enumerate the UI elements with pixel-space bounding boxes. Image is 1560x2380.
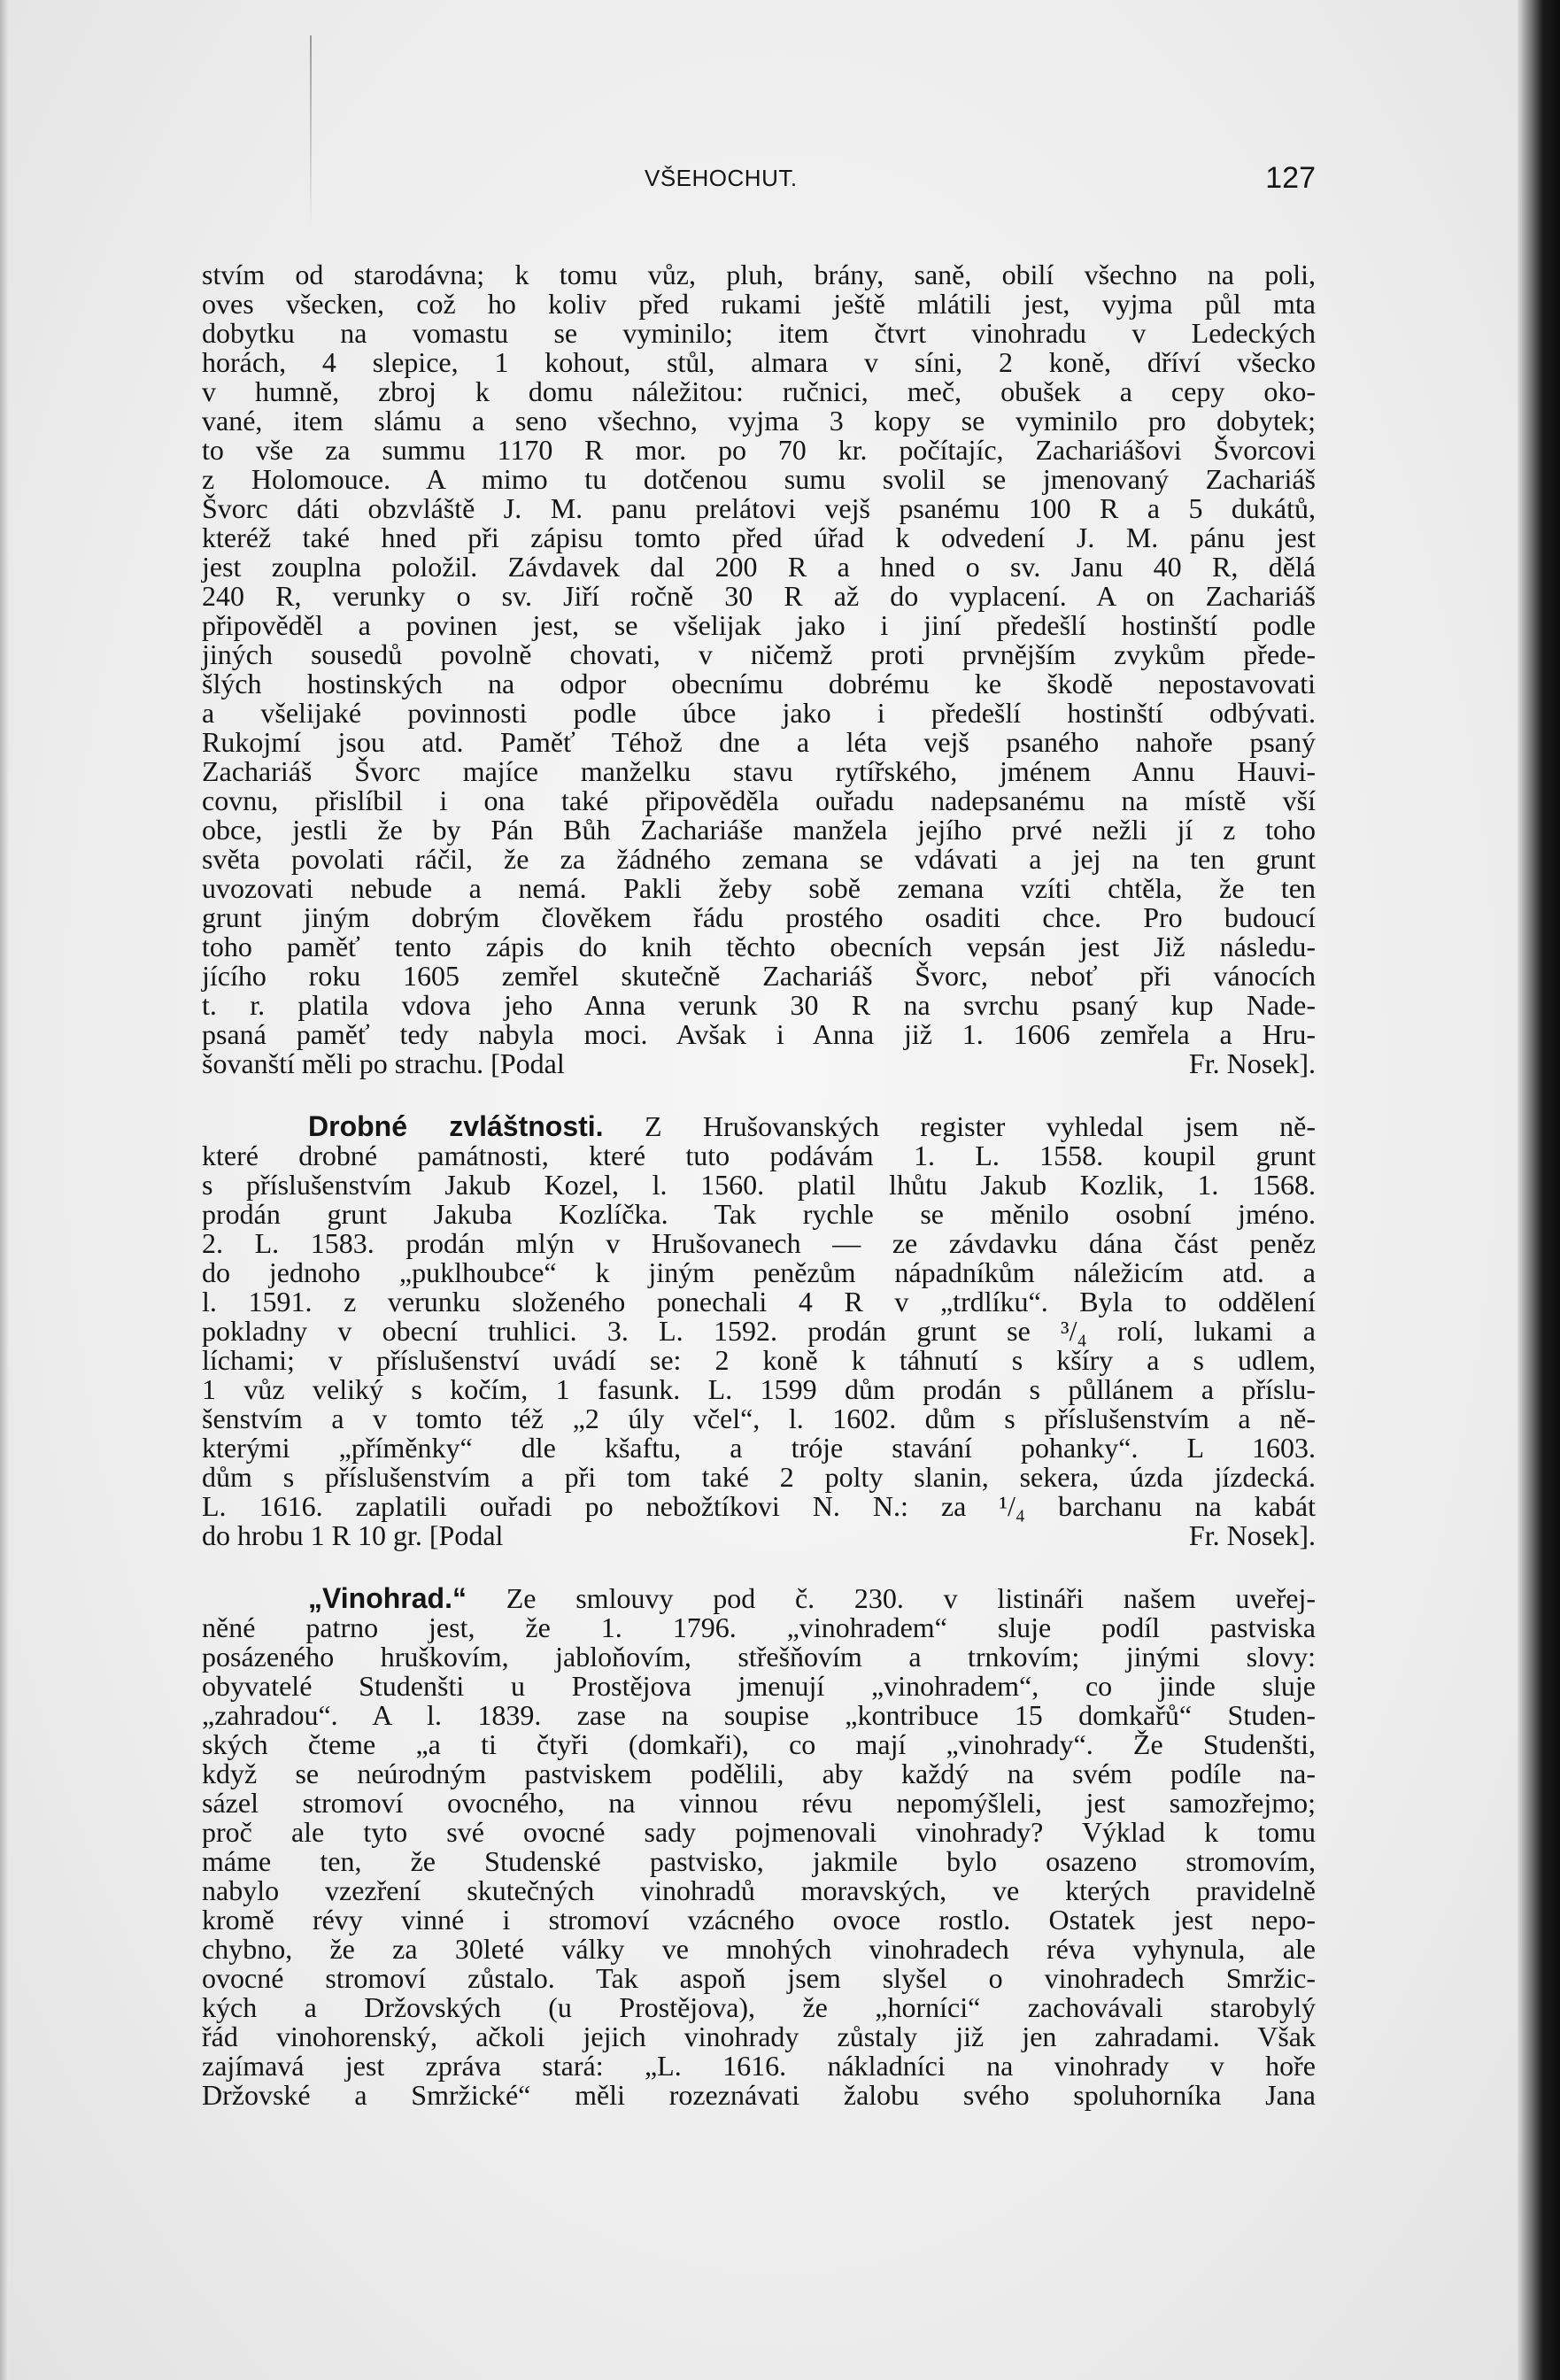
text-line <box>202 1346 1316 1375</box>
line-text: posázeného hruškovím, jabloňovím, střešňovím a trnkovím; jinými slovy: <box>202 1641 1316 1673</box>
line-text: máme ten, že Studenské pastvisko, jakmile bylo osazeno stromovím, <box>202 1845 1316 1877</box>
text-line <box>202 319 1316 348</box>
line-text: L. 1616. zaplatili ouřadi po nebožtíkovi N. N.: za ¹/₄ barchanu na kabát <box>202 1490 1316 1522</box>
text-line <box>202 1672 1316 1701</box>
line-text: jest zouplna položil. Závdavek dal 200 R a hned o sv. Janu 40 R, dělá <box>202 551 1316 583</box>
paragraph-continuation <box>202 260 1316 1078</box>
line-text: horách, 4 slepice, 1 kohout, stůl, almara v síni, 2 koně, dříví všecko <box>202 346 1316 378</box>
line-text: t. r. platila vdova jeho Anna verunk 30 R na svrchu psaný kup Nade- <box>202 989 1316 1021</box>
text-line <box>202 640 1316 669</box>
text-line <box>202 1642 1316 1672</box>
text-line <box>202 1847 1316 1876</box>
article-body <box>202 260 1316 2110</box>
text-line <box>202 1171 1316 1200</box>
line-text: prodán grunt Jakuba Kozlíčka. Tak rychle se měnilo osobní jméno. <box>202 1198 1316 1230</box>
author-signature: Fr. Nosek]. <box>1188 1519 1316 1551</box>
line-text: zajímavá jest zpráva stará: „L. 1616. nákladníci na vinohrady v hoře <box>202 2050 1316 2082</box>
line-text: Švorc dáti obzvláště J. M. panu prelátovi vejš psanému 100 R a 5 dukátů, <box>202 492 1316 524</box>
text-line <box>202 1049 1316 1078</box>
line-text: kterými „příměnky“ dle kšaftu, a tróje stavání pohanky“. L 1603. <box>202 1432 1316 1464</box>
line-text: dobytku na vomastu se vyminilo; item čtvrt vinohradu v Ledeckých <box>202 317 1316 349</box>
line-text: kteréž také hned při zápisu tomto před úřad k odvedení J. M. pánu jest <box>202 522 1316 553</box>
page-left-edge <box>0 0 9 2380</box>
line-text: Rukojmí jsou atd. Paměť Téhož dne a léta vejš psaného nahoře psaný <box>202 726 1316 758</box>
text-line <box>202 348 1316 377</box>
section-heading: Drobné zvláštnosti. <box>308 1110 604 1142</box>
text-line <box>202 611 1316 640</box>
text-line <box>202 1492 1316 1521</box>
line-text: obce, jestli že by Pán Bůh Zachariáše manžela jejího prvé nežli jí z toho <box>202 814 1316 846</box>
line-text: psaná paměť tedy nabyla moci. Avšak i Anna již 1. 1606 zemřela a Hru- <box>202 1018 1316 1050</box>
text-line <box>202 2052 1316 2081</box>
line-text: něné patrno jest, že 1. 1796. „vinohradem“ sluje podíl pastviska <box>202 1611 1316 1643</box>
line-text: šenstvím a v tomto též „2 úly včel“, l. 1602. dům s příslušenstvím a ně- <box>202 1402 1316 1434</box>
text-line <box>202 1876 1316 1905</box>
paragraph-drobne-zvlastnosti <box>202 1112 1316 1550</box>
line-text: nabylo vzezření skutečných vinohradů moravských, ve kterých pravidelně <box>202 1874 1316 1906</box>
line-text: sázel stromoví ovocného, na vinnou révu nepomýšleli, jest samozřejmo; <box>202 1787 1316 1819</box>
text-line <box>202 1613 1316 1642</box>
text-line <box>202 2081 1316 2110</box>
line-text: covnu, přislíbil i ona také připověděla ouřadu nadepsanému na místě vší <box>202 784 1316 816</box>
text-line <box>202 728 1316 757</box>
line-text: kromě révy vinné i stromoví vzácného ovoce rostlo. Ostatek jest nepo- <box>202 1904 1316 1936</box>
text-line <box>202 874 1316 903</box>
running-head: VŠEHOCHUT. <box>645 165 798 191</box>
author-signature: Fr. Nosek]. <box>1188 1047 1316 1079</box>
text-line <box>202 1463 1316 1492</box>
line-text: šlých hostinských na odpor obecnímu dobrému ke škodě nepostavovati <box>202 668 1316 699</box>
line-text: které drobné památnosti, které tuto podávám 1. L. 1558. koupil grunt <box>202 1140 1316 1171</box>
text-line <box>202 582 1316 611</box>
text-line <box>202 1935 1316 1964</box>
line-text: „zahradou“. A l. 1839. zase na soupise „kontribuce 15 domkařů“ Studen- <box>202 1699 1316 1731</box>
text-line <box>202 786 1316 815</box>
line-text: grunt jiným dobrým člověkem řádu prostého osaditi chce. Pro budoucí <box>202 901 1316 933</box>
text-line <box>202 903 1316 932</box>
text-line <box>202 845 1316 874</box>
text-line <box>202 1789 1316 1818</box>
text-line <box>202 1818 1316 1847</box>
text-line <box>202 1404 1316 1433</box>
line-text: uvozovati nebude a nemá. Pakli žeby sobě zemana vzíti chtěla, že ten <box>202 872 1316 904</box>
text-line <box>202 1020 1316 1049</box>
line-text: jiných sousedů povolně chovati, v ničemž proti prvnějším zvykům přede- <box>202 638 1316 670</box>
page-number: 127 <box>1265 161 1316 195</box>
line-text: kých a Držovských (u Prostějova), že „horníci“ zachovávali starobylý <box>202 1991 1316 2023</box>
line-text: jícího roku 1605 zemřel skutečně Zachariáš Švorc, neboť při vánocích <box>202 960 1316 992</box>
line-text: dům s příslušenstvím a při tom také 2 polty slanin, sekera, úzda jízdecká. <box>202 1461 1316 1493</box>
line-text: chybno, že za 30leté války ve mnohých vinohradech réva vyhynula, ale <box>202 1933 1316 1965</box>
line-text: obyvatelé Studenšti u Prostějova jmenují „vinohradem“, co jinde sluje <box>202 1670 1316 1702</box>
text-line <box>202 494 1316 523</box>
text-line <box>202 1964 1316 1993</box>
page-right-edge-shadow <box>1518 0 1560 2380</box>
line-text: toho paměť tento zápis do knih těchto obecních vepsán jest Již následu- <box>202 931 1316 962</box>
text-line <box>202 757 1316 786</box>
text-line <box>202 699 1316 728</box>
text-line <box>202 1521 1316 1550</box>
line-text: oves všecken, což ho koliv před rukami ještě mlátili jest, vyjma půl mta <box>202 288 1316 320</box>
text-line <box>202 2022 1316 2052</box>
text-line <box>202 815 1316 845</box>
line-text: když se neúrodným pastviskem podělili, aby každý na svém podíle na- <box>202 1758 1316 1789</box>
text-line <box>202 1993 1316 2022</box>
line-text: z Holomouce. A mimo tu dotčenou sumu svolil se jmenovaný Zachariáš <box>202 463 1316 495</box>
line-text: Držovské a Smržické“ měli rozeznávati žalobu svého spoluhorníka Jana <box>202 2079 1316 2111</box>
text-line <box>202 991 1316 1020</box>
line-text: to vše za summu 1170 R mor. po 70 kr. počítajíc, Zachariášovi Švorcovi <box>202 434 1316 466</box>
text-line <box>202 1287 1316 1317</box>
line-text: do jednoho „puklhoubce“ k jiným penězům nápadníkům náležicím atd. a <box>202 1256 1316 1288</box>
line-text: ských čteme „a ti čtyři (domkaři), co mají „vinohrady“. Že Studenšti, <box>202 1728 1316 1760</box>
line-text: s příslušenstvím Jakub Kozel, l. 1560. platil lhůtu Jakub Kozlik, 1. 1568. <box>202 1169 1316 1201</box>
text-line <box>202 1258 1316 1287</box>
line-text: a všelijaké povinnosti podle úbce jako i předešlí hostinští odbývati. <box>202 697 1316 729</box>
text-line <box>202 1141 1316 1171</box>
line-text: 1 vůz veliký s kočím, 1 fasunk. L. 1599 dům prodán s půllánem a příslu- <box>202 1373 1316 1405</box>
text-line <box>202 669 1316 699</box>
line-text: proč ale tyto své ovocné sady pojmenovali vinohrady? Výklad k tomu <box>202 1816 1316 1848</box>
text-line <box>202 1229 1316 1258</box>
line-text: světa povolati ráčil, že za žádného zemana se vdávati a jej na ten grunt <box>202 843 1316 875</box>
line-text: líchami; v příslušenství uvádí se: 2 koně k táhnutí s kšíry a s udlem, <box>202 1344 1316 1376</box>
text-line <box>202 1200 1316 1229</box>
text-line <box>202 552 1316 582</box>
text-line <box>202 1730 1316 1759</box>
line-text: v humně, zbroj k domu náležitou: ručnici, meč, obušek a cepy oko- <box>202 375 1316 407</box>
text-line <box>202 377 1316 406</box>
line-text: stvím od starodávna; k tomu vůz, pluh, brány, saně, obilí všechno na poli, <box>202 259 1316 290</box>
line-text: 2. L. 1583. prodán mlýn v Hrušovanech — ze závdavku dána část peněz <box>202 1227 1316 1259</box>
text-line <box>202 436 1316 465</box>
text-line <box>202 1433 1316 1463</box>
text-line <box>202 932 1316 962</box>
line-text: Ze smlouvy pod č. 230. v listináři našem uveřej- <box>466 1582 1316 1614</box>
text-line <box>202 260 1316 290</box>
line-text: šovanští měli po strachu. [Podal <box>202 1047 565 1079</box>
line-text: řád vinohorenský, ačkoli jejich vinohrady zůstaly již jen zahradami. Však <box>202 2021 1316 2052</box>
line-text: 240 R, verunky o sv. Jiří ročně 30 R až do vyplacení. A on Zachariáš <box>202 580 1316 612</box>
line-text: do hrobu 1 R 10 gr. [Podal <box>202 1519 504 1551</box>
text-line <box>202 465 1316 494</box>
text-line <box>202 523 1316 552</box>
section-heading: „Vinohrad.“ <box>308 1582 467 1614</box>
text-line <box>202 1375 1316 1404</box>
text-line <box>202 1759 1316 1789</box>
line-text: pokladny v obecní truhlici. 3. L. 1592. prodán grunt se ³/₄ rolí, lukami a <box>202 1315 1316 1347</box>
text-line <box>202 1317 1316 1346</box>
text-line <box>202 962 1316 991</box>
text-line <box>202 290 1316 319</box>
line-text: ovocné stromoví zůstalo. Tak aspoň jsem slyšel o vinohradech Smržic- <box>202 1962 1316 1994</box>
line-text: Z Hrušovanských register vyhledal jsem ně- <box>603 1110 1317 1142</box>
line-text: připověděl a povinen jest, se všelijak jako i jiní předešlí hostinští podle <box>202 609 1316 641</box>
line-text: vané, item slámu a seno všechno, vyjma 3 kopy se vyminilo pro dobytek; <box>202 405 1316 437</box>
line-text: l. 1591. z verunku složeného ponechali 4 R v „trdlíku“. Byla to oddělení <box>202 1286 1316 1318</box>
text-line <box>202 1701 1316 1730</box>
line-text: Zachariáš Švorc majíce manželku stavu rytířského, jménem Annu Hauvi- <box>202 755 1316 787</box>
text-line <box>202 1112 1316 1141</box>
page-header <box>202 161 1316 204</box>
paragraph-vinohrad <box>202 1584 1316 2110</box>
text-line <box>202 1905 1316 1935</box>
text-line <box>202 406 1316 436</box>
text-line <box>202 1584 1316 1613</box>
